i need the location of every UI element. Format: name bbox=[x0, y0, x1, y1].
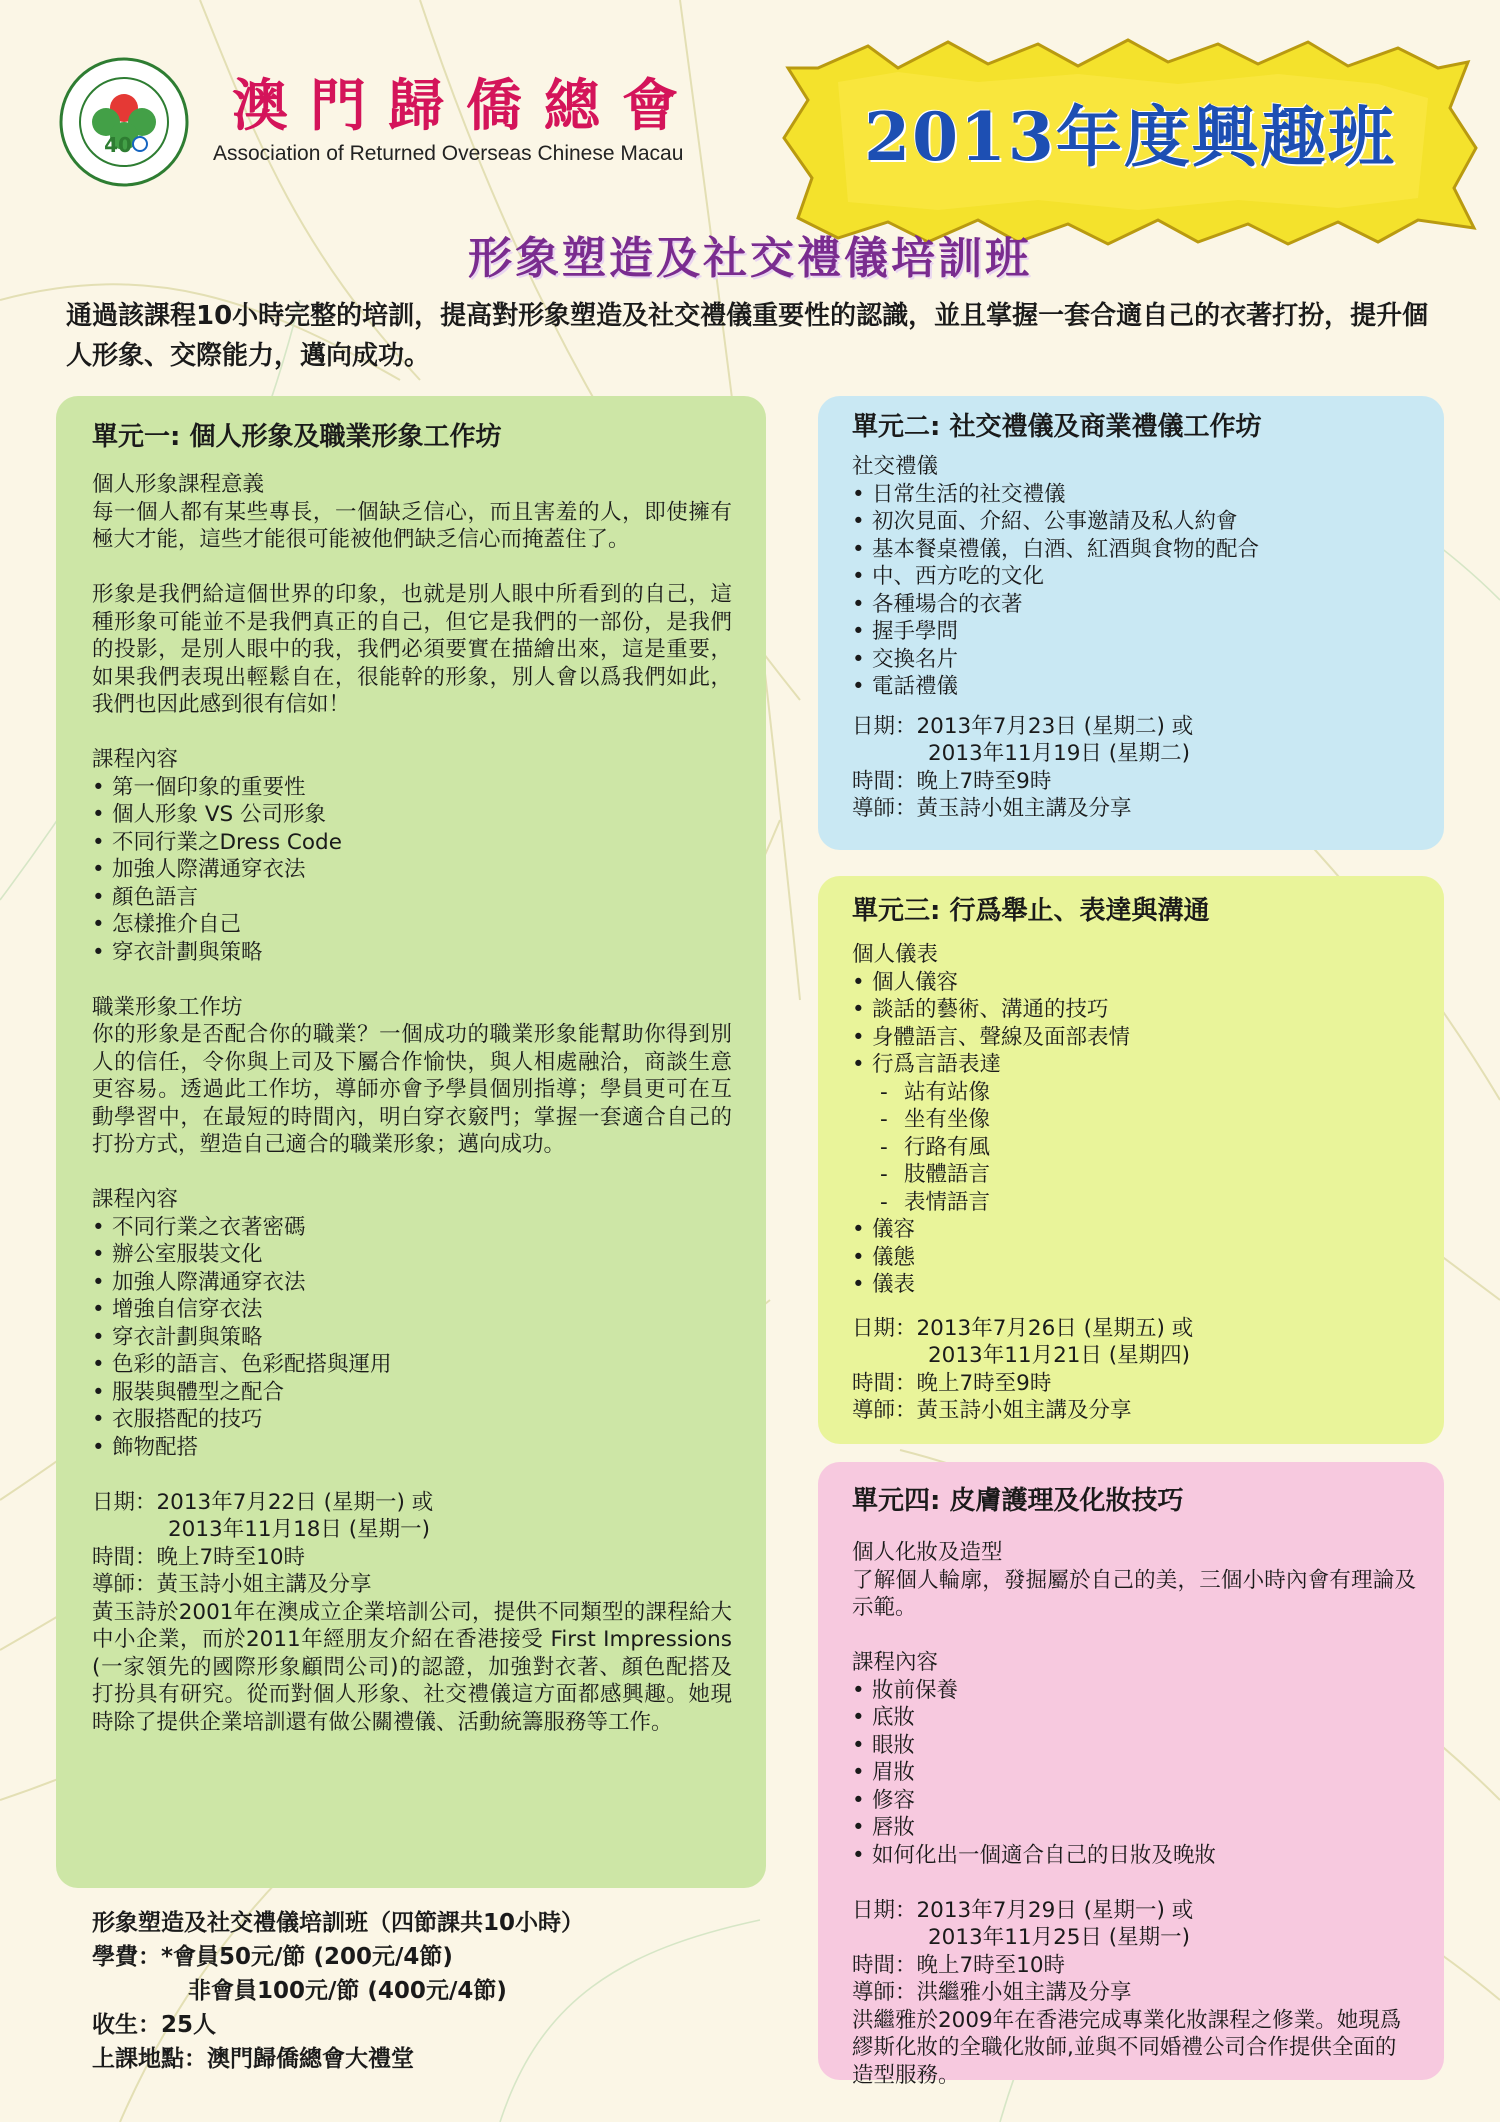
list-item: • 顏色語言 bbox=[92, 884, 732, 912]
list-item: • 眼妝 bbox=[852, 1732, 1416, 1760]
unit3-tutor: 導師：黃玉詩小姐主講及分享 bbox=[852, 1398, 1132, 1423]
quota: 收生：25人 bbox=[92, 2012, 217, 2038]
unit3-list bbox=[852, 969, 1416, 1079]
list-item: • 日常生活的社交禮儀 bbox=[852, 481, 1416, 509]
list-item: • 色彩的語言、色彩配搭與運用 bbox=[92, 1351, 732, 1379]
unit1-date-alt: 2013年11月18日 (星期一) bbox=[168, 1517, 431, 1542]
list-item: • 電話禮儀 bbox=[852, 673, 1416, 701]
unit4-heading: 個人化妝及造型 bbox=[852, 1540, 1003, 1565]
list-item: • 穿衣計劃與策略 bbox=[92, 1324, 732, 1352]
list-item: • 如何化出一個適合自己的日妝及晚妝 bbox=[852, 1842, 1416, 1870]
unit3-heading: 個人儀表 bbox=[852, 942, 939, 967]
unit1-section1-heading: 個人形象課程意義 bbox=[92, 472, 265, 497]
list-item: • 穿衣計劃與策略 bbox=[92, 939, 732, 967]
list-item: • 加強人際溝通穿衣法 bbox=[92, 1269, 732, 1297]
unit4-title: 單元四: 皮膚護理及化妝技巧 bbox=[852, 1486, 1184, 1516]
list-item: • 初次見面、介紹、公事邀請及私人約會 bbox=[852, 508, 1416, 536]
fees-section bbox=[92, 1906, 584, 2076]
list-item: • 眉妝 bbox=[852, 1759, 1416, 1787]
list-item: • 第一個印象的重要性 bbox=[92, 774, 732, 802]
venue: 上課地點：澳門歸僑總會大禮堂 bbox=[92, 2046, 414, 2072]
list-item: • 個人形象 VS 公司形象 bbox=[92, 801, 732, 829]
unit3-sub-list bbox=[852, 1079, 1416, 1217]
unit3-list-b bbox=[852, 1216, 1416, 1299]
list-item: • 中、西方吃的文化 bbox=[852, 563, 1416, 591]
unit2-title: 單元二: 社交禮儀及商業禮儀工作坊 bbox=[852, 412, 1262, 442]
list-item: • 加強人際溝通穿衣法 bbox=[92, 856, 732, 884]
unit2-panel bbox=[818, 396, 1444, 850]
unit1-section1-paragraph: 每一個人都有某些專長，一個缺乏信心，而且害羞的人，即使擁有極大才能，這些才能很可能被他們缺乏信心而掩蓋住了。 bbox=[92, 499, 732, 552]
fee-member: 學費：*會員50元/節 (200元/4節) bbox=[92, 1944, 453, 1970]
unit1-content1-heading: 課程內容 bbox=[92, 747, 179, 772]
list-item: • 不同行業之衣著密碼 bbox=[92, 1214, 732, 1242]
list-item: • 行爲言語表達 bbox=[852, 1051, 1416, 1079]
unit3-time: 時間：晚上7時至9時 bbox=[852, 1370, 1052, 1396]
unit2-date: 日期：2013年7月23日 (星期二) 或 bbox=[852, 713, 1194, 739]
fee-non-member: 非會員100元/節 (400元/4節) bbox=[188, 1978, 507, 2004]
unit4-tutor: 導師：洪繼雅小姐主講及分享 bbox=[852, 1980, 1132, 2005]
list-item: • 服裝與體型之配合 bbox=[92, 1379, 732, 1407]
association-logo bbox=[58, 56, 190, 188]
unit3-panel bbox=[818, 876, 1444, 1444]
list-item: • 妝前保養 bbox=[852, 1677, 1416, 1705]
organization-name-chinese: 澳門歸僑總會 bbox=[232, 73, 700, 139]
unit1-tutor-bio: 黃玉詩於2001年在澳成立企業培訓公司，提供不同類型的課程給大中小企業，而於2011年經朋友介紹在香港接受 First Impressions (一家領先的國際形象顧問公司)的認證，加強對衣著、顏色配搭及打扮具有研究。從而對個人形象、社交禮儀這方面都感興趣。她現時除了提供企業培訓還有做公關禮儀、活動統籌服務等工作。 bbox=[92, 1599, 732, 1735]
list-item: • 飾物配搭 bbox=[92, 1434, 732, 1462]
unit2-list bbox=[852, 481, 1416, 701]
list-item: • 儀態 bbox=[852, 1244, 1416, 1272]
unit1-content1-list bbox=[92, 774, 732, 967]
list-item: • 儀容 bbox=[852, 1216, 1416, 1244]
svg-text:40: 40 bbox=[104, 133, 132, 157]
unit1-section2-paragraph: 你的形象是否配合你的職業？一個成功的職業形象能幫助你得到別人的信任，令你與上司及下屬合作愉快，與人相處融洽，商談生意更容易。透過此工作坊，導師亦會予學員個別指導；學員更可在互動學習中，在最短的時間內，明白穿衣竅門；掌握一套適合自己的打扮方式，塑造自己適合的職業形象；邁向成功。 bbox=[92, 1022, 732, 1157]
list-item: • 交換名片 bbox=[852, 646, 1416, 674]
unit1-section1-paragraph2: 形象是我們給這個世界的印象，也就是別人眼中所看到的自己，這種形象可能並不是我們真正的自己，但它是我們的一部份，是我們的投影，是別人眼中的我，我們必須要實在描繪出來，這是重要，如果我們表現出輕鬆自在，很能幹的形象，別人會以爲我們如此，我們也因此感到很有信如！ bbox=[92, 582, 732, 717]
unit4-tutor-bio: 洪繼雅於2009年在香港完成專業化妝課程之修業。她現爲繆斯化妝的全職化妝師,並與不同婚禮公司合作提供全面的造型服務。 bbox=[852, 2007, 1402, 2088]
unit2-time: 時間：晚上7時至9時 bbox=[852, 768, 1052, 794]
list-item: • 基本餐桌禮儀，白酒、紅酒與食物的配合 bbox=[852, 536, 1416, 564]
sub-list-item: - 表情語言 bbox=[880, 1189, 1416, 1217]
list-item: • 儀表 bbox=[852, 1271, 1416, 1299]
list-item: • 衣服搭配的技巧 bbox=[92, 1406, 732, 1434]
unit3-date-alt: 2013年11月21日 (星期四) bbox=[928, 1343, 1191, 1368]
list-item: • 握手學問 bbox=[852, 618, 1416, 646]
list-item: • 不同行業之Dress Code bbox=[92, 829, 732, 857]
unit1-tutor: 導師：黃玉詩小姐主講及分享 bbox=[92, 1572, 372, 1597]
unit1-date: 日期：2013年7月22日 (星期一) 或 bbox=[92, 1489, 434, 1515]
list-item: • 唇妝 bbox=[852, 1814, 1416, 1842]
fees-title: 形象塑造及社交禮儀培訓班（四節課共10小時） bbox=[92, 1910, 585, 1936]
unit1-section2-heading: 職業形象工作坊 bbox=[92, 994, 243, 1020]
organization-name-english: Association of Returned Overseas Chinese Macau bbox=[213, 142, 684, 165]
unit4-list bbox=[852, 1677, 1416, 1870]
unit4-date: 日期：2013年7月29日 (星期一) 或 bbox=[852, 1897, 1194, 1923]
unit2-heading: 社交禮儀 bbox=[852, 454, 939, 479]
list-item: • 辦公室服裝文化 bbox=[92, 1241, 732, 1269]
unit3-title: 單元三: 行爲舉止、表達與溝通 bbox=[852, 896, 1210, 926]
unit4-content-heading: 課程內容 bbox=[852, 1650, 939, 1675]
unit2-tutor: 導師：黃玉詩小姐主講及分享 bbox=[852, 796, 1132, 821]
list-item: • 談話的藝術、溝通的技巧 bbox=[852, 996, 1416, 1024]
unit4-paragraph: 了解個人輪廓，發掘屬於自己的美，三個小時內會有理論及示範。 bbox=[852, 1567, 1416, 1620]
unit1-content2-list bbox=[92, 1214, 732, 1462]
intro-paragraph: 通過該課程10小時完整的培訓，提高對形象塑造及社交禮儀重要性的認識，並且掌握一套合適自己的衣著打扮，提升個人形象、交際能力，邁向成功。 bbox=[66, 301, 1429, 371]
list-item: • 各種場合的衣著 bbox=[852, 591, 1416, 619]
sub-list-item: - 行路有風 bbox=[880, 1134, 1416, 1162]
unit1-content2-heading: 課程內容 bbox=[92, 1187, 179, 1212]
sub-list-item: - 坐有坐像 bbox=[880, 1106, 1416, 1134]
unit1-panel bbox=[56, 396, 766, 1888]
unit3-date: 日期：2013年7月26日 (星期五) 或 bbox=[852, 1315, 1194, 1341]
list-item: • 修容 bbox=[852, 1787, 1416, 1815]
unit4-date-alt: 2013年11月25日 (星期一) bbox=[928, 1925, 1191, 1950]
list-item: • 身體語言、聲線及面部表情 bbox=[852, 1024, 1416, 1052]
list-item: • 底妝 bbox=[852, 1704, 1416, 1732]
sub-list-item: - 肢體語言 bbox=[880, 1161, 1416, 1189]
list-item: • 怎樣推介自己 bbox=[92, 911, 732, 939]
unit4-panel bbox=[818, 1462, 1444, 2088]
unit1-title: 單元一: 個人形象及職業形象工作坊 bbox=[92, 422, 502, 452]
year-title: 2013年度興趣班 bbox=[864, 98, 1396, 176]
list-item: • 個人儀容 bbox=[852, 969, 1416, 997]
course-title: 形象塑造及社交禮儀培訓班 bbox=[468, 233, 1032, 284]
unit1-time: 時間：晚上7時至10時 bbox=[92, 1544, 306, 1570]
sub-list-item: - 站有站像 bbox=[880, 1079, 1416, 1107]
unit2-date-alt: 2013年11月19日 (星期二) bbox=[928, 741, 1191, 766]
unit4-time: 時間：晚上7時至10時 bbox=[852, 1952, 1066, 1978]
list-item: • 增強自信穿衣法 bbox=[92, 1296, 732, 1324]
